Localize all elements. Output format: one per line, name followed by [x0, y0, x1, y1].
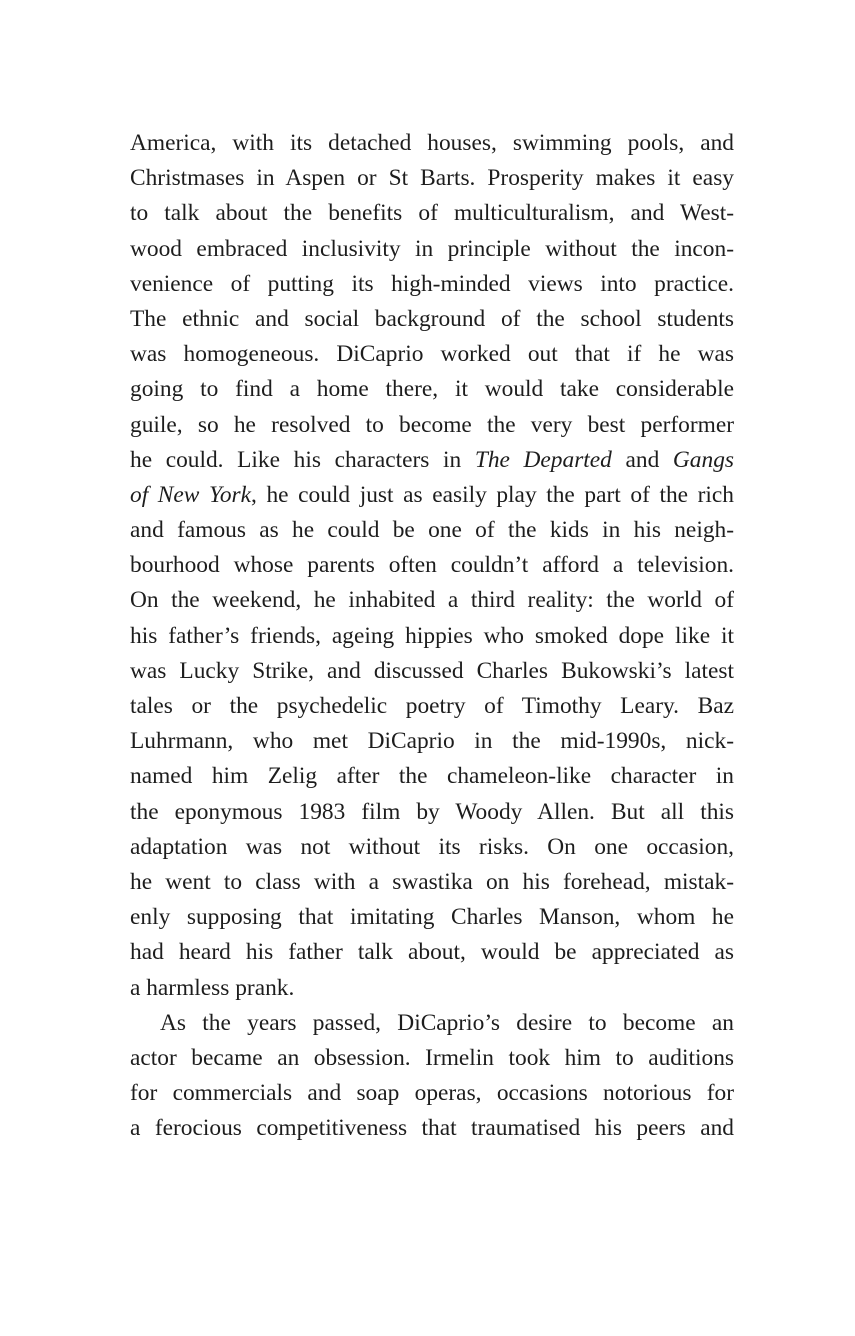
text-line: named him Zelig after the chameleon-like character in [130, 763, 734, 790]
text-line: Luhrmann, who met DiCaprio in the mid-1990s, nick- [130, 728, 734, 755]
text-line: actor became an obsession. Irmelin took him to auditions [130, 1044, 734, 1071]
text-line: had heard his father talk about, would be appreciated as [130, 939, 734, 966]
text-line: guile, so he resolved to become the very best performer [130, 411, 734, 438]
text-segment: , he could just as easily play the part of the rich [251, 481, 734, 508]
film-title-of-new-york: of New York [130, 481, 252, 508]
text-line: a harmless prank. [130, 974, 295, 1001]
text-line: The ethnic and social background of the school students [130, 305, 734, 332]
book-page-text [130, 126, 734, 1146]
text-line: tales or the psychedelic poetry of Timothy Leary. Baz [130, 693, 734, 719]
paragraph-1 [130, 126, 734, 1006]
film-title-gangs: Gangs [672, 446, 734, 473]
text-line: enly supposing that imitating Charles Manson, whom he [130, 904, 734, 931]
text-line: bourhood whose parents often couldn’t afford a television. [130, 552, 734, 579]
text-line: his father’s friends, ageing hippies who smoked dope like it [130, 622, 734, 649]
text-line [130, 478, 734, 513]
film-title-the-departed: The Departed [474, 446, 612, 473]
text-line: for commercials and soap operas, occasions notorious for [130, 1080, 734, 1107]
paragraph-2 [130, 1006, 734, 1147]
text-line: venience of putting its high-minded views into practice. [130, 270, 734, 297]
text-line: was homogeneous. DiCaprio worked out that if he was [130, 341, 734, 368]
text-line [130, 443, 734, 478]
text-line: and famous as he could be one of the kids in his neigh- [130, 517, 734, 544]
text-line: he went to class with a swastika on his forehead, mistak- [130, 868, 734, 895]
text-line: As the years passed, DiCaprio’s desire to become an [160, 1009, 734, 1036]
text-line: to talk about the benefits of multiculturalism, and West- [130, 200, 734, 227]
text-line: going to find a home there, it would take considerable [130, 376, 734, 403]
text-line: the eponymous 1983 film by Woody Allen. But all this [130, 798, 734, 825]
text-line: Christmases in Aspen or St Barts. Prosperity makes it easy [130, 165, 734, 192]
text-segment: and [611, 446, 673, 473]
text-line: a ferocious competitiveness that traumatised his peers and [130, 1115, 734, 1142]
text-segment: he could. Like his characters in [130, 446, 475, 473]
text-line: America, with its detached houses, swimming pools, and [130, 130, 734, 156]
text-line: On the weekend, he inhabited a third reality: the world of [130, 587, 734, 614]
text-line: wood embraced inclusivity in principle without the incon- [130, 235, 734, 262]
text-line: was Lucky Strike, and discussed Charles Bukowski’s latest [130, 657, 734, 684]
text-line: adaptation was not without its risks. On one occasion, [130, 833, 734, 860]
